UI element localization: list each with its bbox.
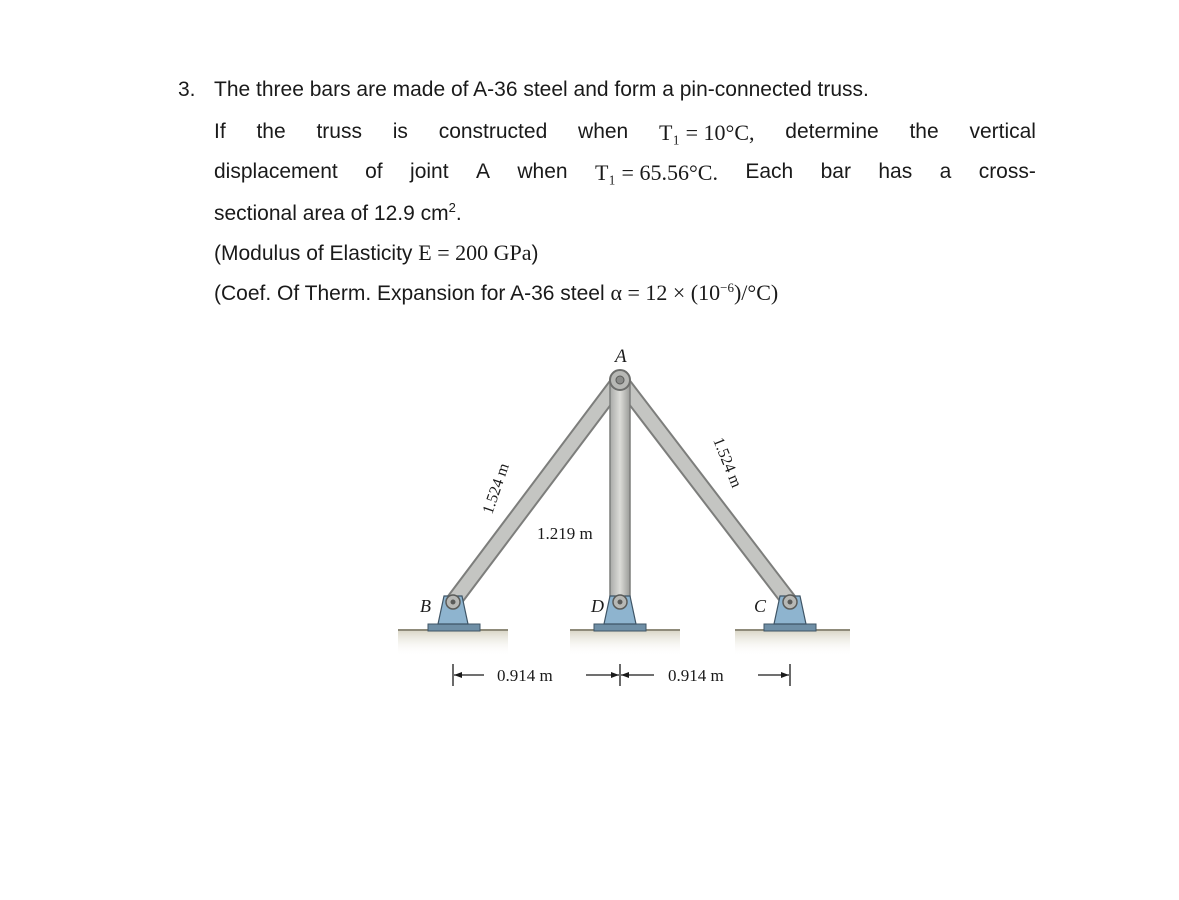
word: when xyxy=(578,120,629,143)
problem-line-4 xyxy=(214,200,462,226)
expansion-value: α = 12 × (10 xyxy=(610,280,721,305)
label-joint-c: C xyxy=(754,596,767,616)
ground-c xyxy=(735,630,850,656)
label-length-ac: 1.524 m xyxy=(709,435,745,491)
word: If xyxy=(214,120,226,143)
label-length-ab: 1.524 m xyxy=(479,461,513,517)
support-c xyxy=(764,595,816,631)
label-span-right: 0.914 m xyxy=(668,666,724,685)
problem-line-5 xyxy=(214,240,538,266)
word: displacement xyxy=(214,160,338,183)
label-joint-b: B xyxy=(420,596,431,616)
word: the xyxy=(909,120,939,143)
word: vertical xyxy=(969,120,1036,143)
area-text: sectional area of 12.9 cm xyxy=(214,202,449,225)
bar-ac xyxy=(620,380,790,602)
support-b xyxy=(428,595,480,631)
word: A xyxy=(475,160,490,183)
problem-line-2 xyxy=(214,120,1036,146)
temperature-initial: T₁ = 10°C, xyxy=(659,120,755,145)
temperature-final: T₁ = 65.56°C. xyxy=(594,160,718,185)
word: cross- xyxy=(978,160,1036,183)
area-end: . xyxy=(455,202,462,225)
label-joint-d: D xyxy=(591,596,604,616)
problem-line-3 xyxy=(214,160,1036,186)
ground-d xyxy=(570,630,680,656)
expansion-exponent: −6 xyxy=(720,280,734,295)
word: has xyxy=(878,160,913,183)
ground-b xyxy=(398,630,508,656)
bar-ab xyxy=(453,380,620,602)
pin-a xyxy=(610,370,630,390)
modulus-label: (Modulus of Elasticity xyxy=(214,242,419,265)
word: the xyxy=(256,120,286,143)
word: a xyxy=(939,160,952,183)
truss-figure xyxy=(380,340,860,700)
bar-ad xyxy=(610,384,630,606)
word: of xyxy=(365,160,383,183)
area-exponent: 2 xyxy=(448,200,456,215)
word: determine xyxy=(785,120,879,143)
word: is xyxy=(392,120,408,143)
label-length-ad: 1.219 m xyxy=(537,524,593,543)
word: when xyxy=(517,160,568,183)
truss-diagram xyxy=(380,340,860,700)
modulus-value: E = 200 GPa xyxy=(418,240,532,265)
word: constructed xyxy=(438,120,548,143)
label-joint-a: A xyxy=(615,346,627,367)
problem-line-6 xyxy=(214,280,778,306)
word: truss xyxy=(316,120,362,143)
modulus-end: ) xyxy=(531,242,539,265)
problem-number: 3. xyxy=(178,78,196,101)
word: joint xyxy=(410,160,449,183)
problem-line-1: The three bars are made of A-36 steel and form a pin-connected truss. xyxy=(214,78,869,101)
word: bar xyxy=(820,160,851,183)
expansion-end: )/°C) xyxy=(733,280,779,305)
word: Each xyxy=(745,160,794,183)
expansion-label: (Coef. Of Therm. Expansion for A-36 steel xyxy=(214,282,611,305)
label-span-left: 0.914 m xyxy=(497,666,553,685)
ground-supports xyxy=(398,630,850,656)
